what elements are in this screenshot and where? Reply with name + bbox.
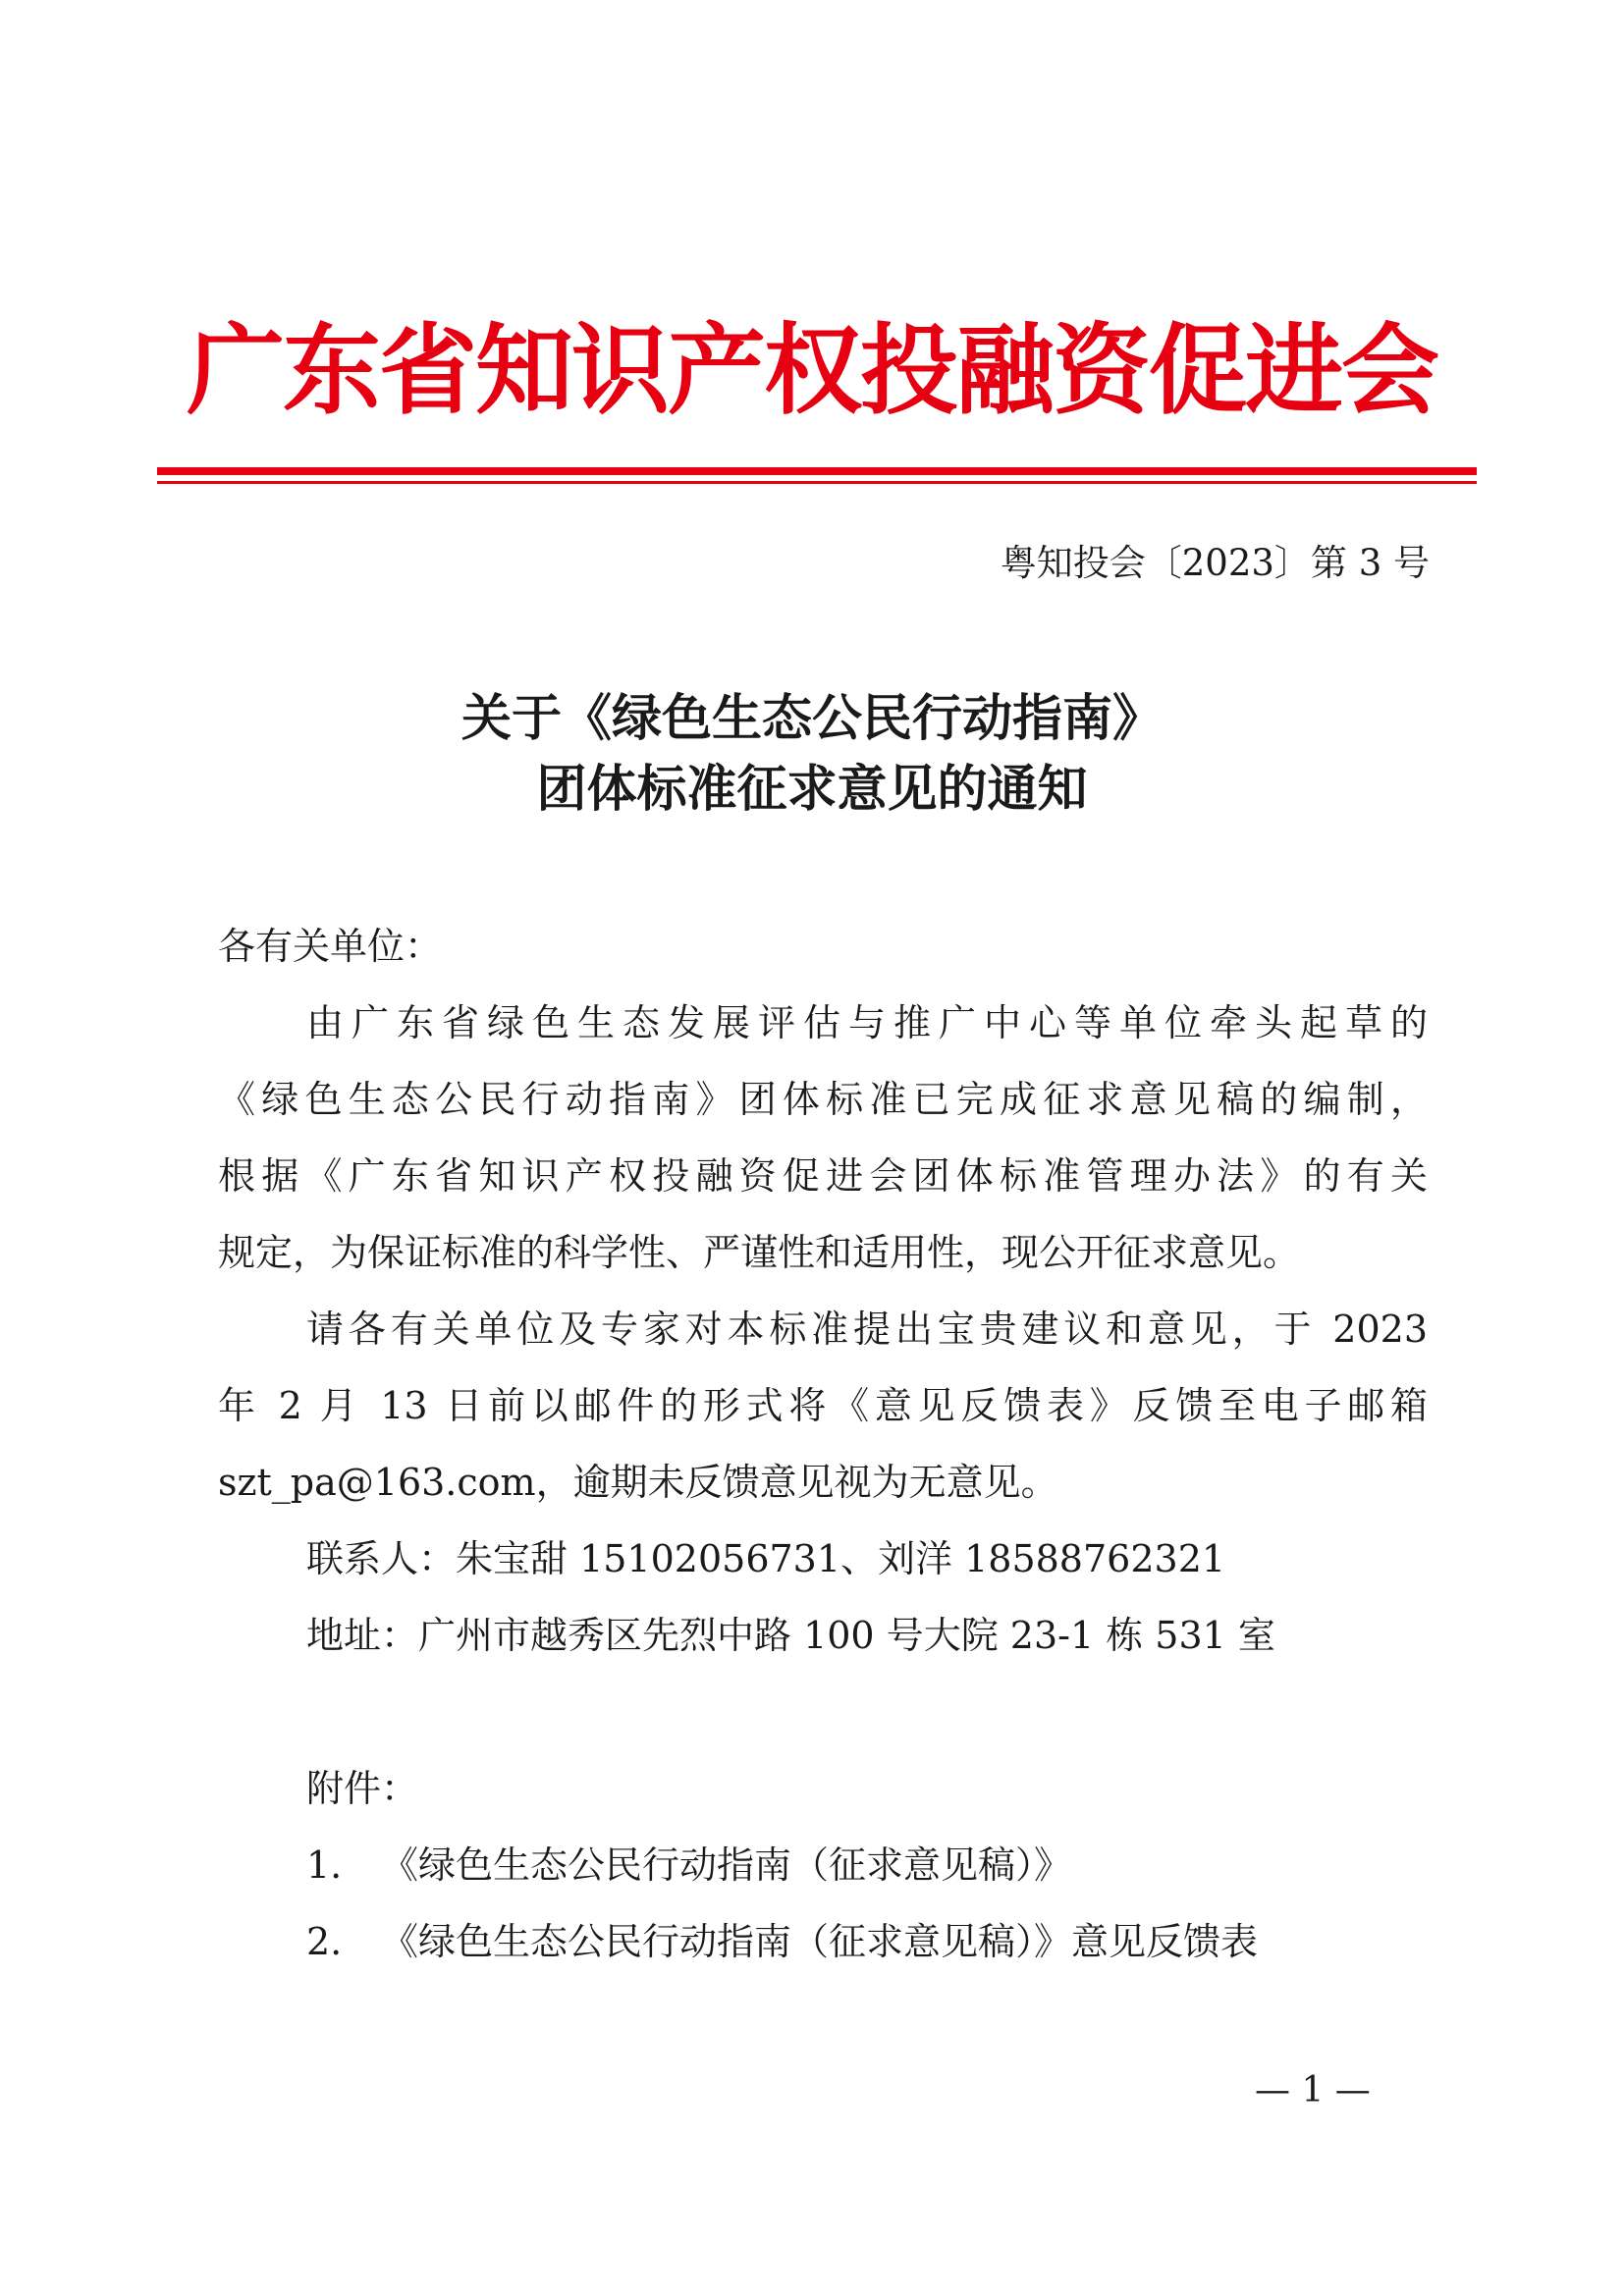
salutation: 各有关单位： bbox=[218, 925, 443, 968]
document-title-line-1: 关于《绿色生态公民行动指南》 bbox=[460, 690, 1163, 748]
attachment-1-title: 《绿色生态公民行动指南（征求意见稿）》 bbox=[381, 1843, 1072, 1887]
attachment-2-number: 2. bbox=[306, 1920, 343, 1963]
document-number: 粤知投会〔2023〕第 3 号 bbox=[1000, 542, 1430, 584]
address-line: 地址：广州市越秀区先烈中路 100 号大院 23-1 栋 531 室 bbox=[306, 1614, 1275, 1657]
contact-line: 联系人：朱宝甜 15102056731、刘洋 18588762321 bbox=[306, 1537, 1226, 1580]
attachments-label: 附件： bbox=[306, 1767, 419, 1810]
paragraph-1-line-4: 规定，为保证标准的科学性、严谨性和适用性，现公开征求意见。 bbox=[218, 1231, 1301, 1274]
header-red-rule-thick bbox=[157, 467, 1477, 475]
paragraph-2-line-2: 年 2 月 13 日前以邮件的形式将《意见反馈表》反馈至电子邮箱 bbox=[218, 1384, 1428, 1427]
header-red-rule-thin bbox=[157, 481, 1477, 484]
attachment-2-title: 《绿色生态公民行动指南（征求意见稿）》意见反馈表 bbox=[381, 1920, 1259, 1963]
paragraph-2-line-3: szt_pa@163.com，逾期未反馈意见视为无意见。 bbox=[218, 1461, 1058, 1504]
paragraph-1-line-2: 《绿色生态公民行动指南》团体标准已完成征求意见稿的编制， bbox=[218, 1078, 1428, 1121]
paragraph-1-line-1: 由广东省绿色生态发展评估与推广中心等单位牵头起草的 bbox=[306, 1001, 1428, 1044]
paragraph-2-line-1: 请各有关单位及专家对本标准提出宝贵建议和意见，于 2023 bbox=[306, 1308, 1428, 1351]
document-title-line-2: 团体标准征求意见的通知 bbox=[536, 761, 1088, 819]
organization-name-header: 广东省知识产权投融资促进会 bbox=[187, 313, 1437, 428]
page-number: — 1 — bbox=[1255, 2070, 1371, 2110]
paragraph-1-line-3: 根据《广东省知识产权投融资促进会团体标准管理办法》的有关 bbox=[218, 1154, 1428, 1198]
attachment-1-number: 1. bbox=[306, 1843, 343, 1887]
